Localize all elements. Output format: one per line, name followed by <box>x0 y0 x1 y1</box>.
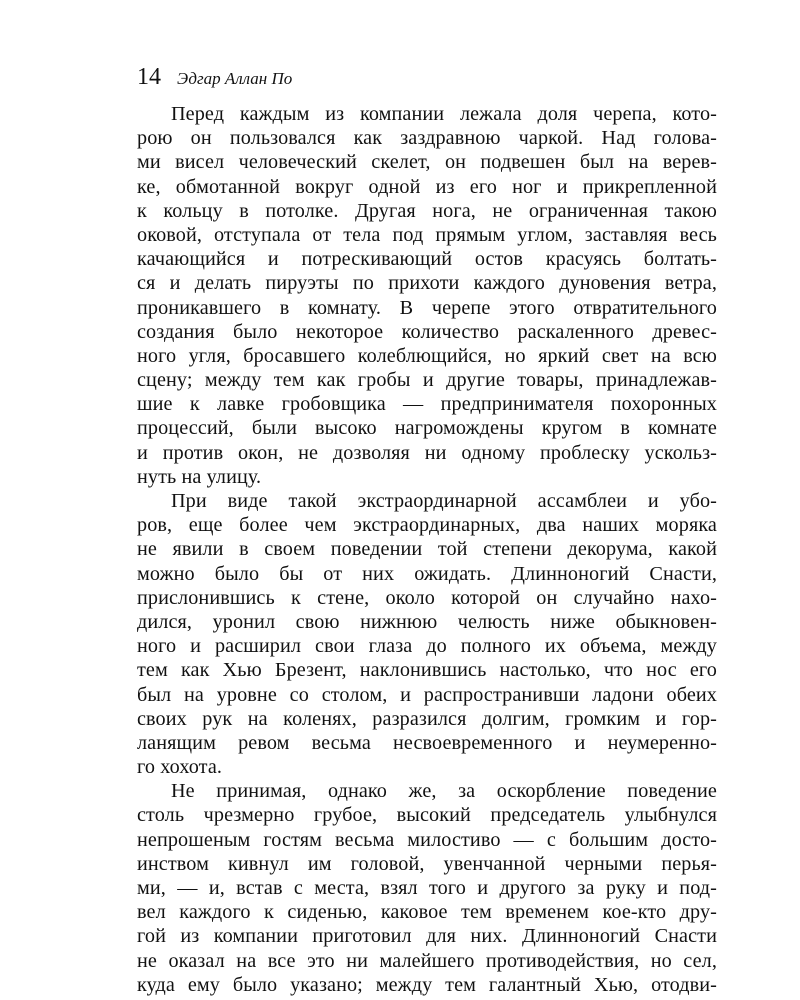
text-line: инством кивнул им головой, увенчанной черными перья- <box>137 852 717 875</box>
text-line: ланящим ревом весьма несвоевременного и неумеренно- <box>137 731 717 754</box>
text-line: проникавшего в комнату. В черепе этого отвратительного <box>137 296 717 319</box>
paragraph <box>137 489 717 779</box>
text-line: был на уровне со столом, и распространивши ладони обеих <box>137 683 717 706</box>
running-head <box>137 60 292 94</box>
text-line: оковой, отступала от тела под прямым углом, заставляя весь <box>137 223 717 246</box>
text-line: качающийся и потрескивающий остов красуясь болтать- <box>137 248 717 271</box>
text-line: ми, — и, встав с места, взял того и другого за руку и под- <box>137 877 717 899</box>
text-line: и против окон, не дозволяя ни одному проблеску ускольз- <box>137 441 717 464</box>
running-head-author: Эдгар Аллан По <box>177 69 293 88</box>
text-line: ся и делать пируэты по прихоти каждого дуновения ветра, <box>137 272 717 295</box>
text-line: ке, обмотанной вокруг одной из его ног и прикрепленной <box>137 175 717 198</box>
text-line: Перед каждым из компании лежала доля черепа, кото- <box>171 103 717 125</box>
paragraph <box>137 102 717 489</box>
text-line: столь чрезмерно грубое, высокий председатель улыбнулся <box>137 804 717 827</box>
text-line: вел каждого к сиденью, каковое тем временем кое-кто дру- <box>137 901 717 924</box>
body-text <box>137 102 717 997</box>
text-line: При виде такой экстраординарной ассамблеи и убо- <box>171 490 717 512</box>
text-line: непрошеным гостям весьма милостиво — с большим досто- <box>137 828 717 851</box>
text-line: своих рук на коленях, разразился долгим, громким и гор- <box>137 707 717 730</box>
text-line: создания было некоторое количество раскаленного древес- <box>137 320 717 343</box>
text-line: не явили в своем поведении той степени декорума, какой <box>137 538 717 561</box>
text-line: к кольцу в потолке. Другая нога, не ограниченная такою <box>137 199 717 222</box>
text-line: сцену; между тем как гробы и другие товары, принадлежав- <box>137 369 717 392</box>
text-line: ми висел человеческий скелет, он подвешен был на верев- <box>137 151 717 174</box>
text-line: Не принимая, однако же, за оскорбление поведение <box>171 780 717 803</box>
text-line: дился, уронил свою нижнюю челюсть ниже обыкновен- <box>137 610 717 633</box>
text-line: гой из компании приготовил для них. Длинноногий Снасти <box>137 925 717 948</box>
text-line: го хохота. <box>137 756 223 779</box>
text-line: не оказал на все это ни малейшего противодействия, но сел, <box>137 949 717 972</box>
text-line: ного угля, бросавшего колеблющийся, но яркий свет на всю <box>137 344 717 367</box>
text-line: прислонившись к стене, около которой он случайно нахо- <box>137 586 717 609</box>
text-line: куда ему было указано; между тем галантный Хью, отодви- <box>137 973 717 996</box>
text-line: ров, еще более чем экстраординарных, два наших моряка <box>137 514 717 537</box>
text-line: ного и расширил свои глаза до полного их объема, между <box>137 635 717 658</box>
page-number: 14 <box>137 64 161 90</box>
text-line: рою он пользовался как заздравною чаркой. Над голова- <box>137 127 717 150</box>
text-line: тем как Хью Брезент, наклонившись настолько, что нос его <box>137 659 717 682</box>
text-line: можно было бы от них ожидать. Длинноногий Снасти, <box>137 562 717 585</box>
text-line: шие к лавке гробовщика — предпринимателя похоронных <box>137 393 717 416</box>
text-line: процессий, были высоко нагромождены кругом в комнате <box>137 417 717 440</box>
paragraph <box>137 779 717 997</box>
text-line: нуть на улицу. <box>137 465 262 488</box>
